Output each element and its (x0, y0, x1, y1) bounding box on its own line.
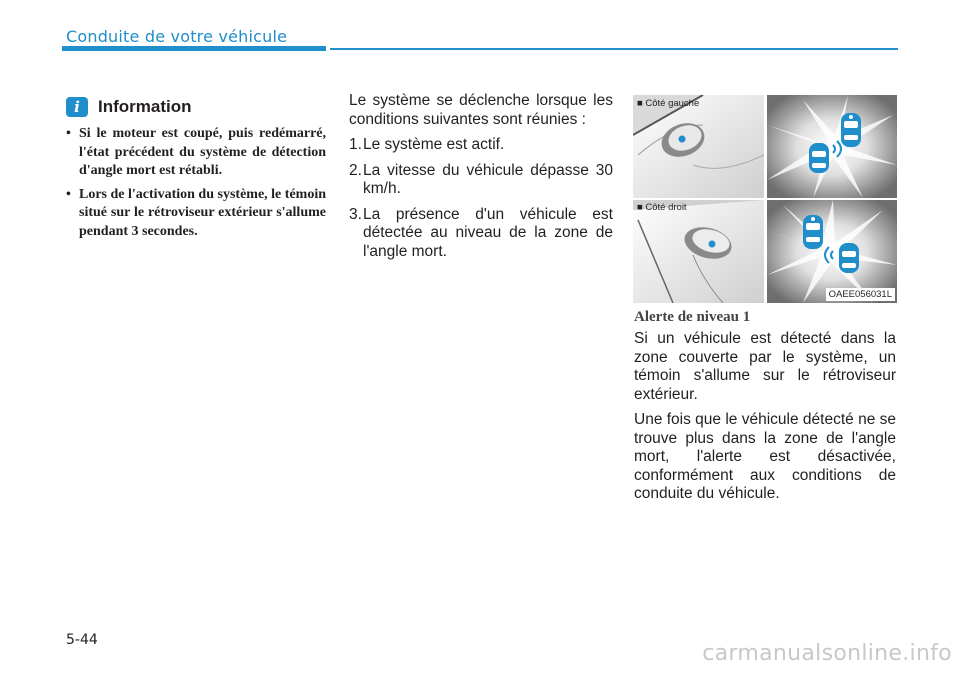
right-mirror-panel (633, 200, 764, 303)
conditions-list (349, 136, 613, 261)
condition-text: La vitesse du véhicule dépasse 30 km/h. (363, 161, 613, 197)
condition-number: 1. (349, 136, 362, 153)
alert-level-text (634, 330, 896, 511)
alert-paragraph: Une fois que le véhicule détecté ne se trouve plus dans la zone de l'angle mort, l'alerte est désactivée, conformément aux conditions de conduite du véhicule. (634, 411, 896, 502)
header-rule-thick (62, 46, 326, 51)
blind-spot-figure (633, 95, 897, 303)
info-bullet: • Si le moteur est coupé, puis redémarré, l'état précédent du système de détection d'angle mort est rétabli. (66, 125, 326, 181)
condition-item (349, 136, 613, 155)
condition-text: La présence d'un véhicule est détectée au niveau de la zone de l'angle mort. (363, 205, 613, 260)
header-rule-thin (330, 48, 898, 50)
alert-paragraph: Si un véhicule est détecté dans la zone couverte par le système, un témoin s'allume sur le rétroviseur extérieur. (634, 330, 896, 403)
left-mirror-panel (633, 95, 764, 198)
condition-number: 3. (349, 205, 362, 223)
conditions-column (349, 92, 613, 268)
watermark: carmanualsonline.info (702, 641, 952, 666)
info-list (66, 125, 326, 246)
figure-label-right: ■ Côté droit (637, 202, 687, 213)
section-title: Conduite de votre véhicule (66, 27, 288, 46)
alert-level-heading: Alerte de niveau 1 (634, 309, 751, 325)
condition-item (349, 162, 613, 199)
info-icon: i (66, 97, 88, 117)
info-heading (66, 96, 192, 118)
conditions-intro: Le système se déclenche lorsque les conditions suivantes sont réunies : (349, 92, 613, 128)
info-bullet: • Lors de l'activation du système, le témoin situé sur le rétroviseur extérieur s'allume pendant 3 secondes. (66, 186, 326, 242)
condition-number: 2. (349, 161, 362, 179)
condition-text: Le système est actif. (363, 136, 505, 153)
condition-item (349, 206, 613, 262)
figure-illustration (633, 95, 897, 303)
page-number: 5-44 (66, 632, 98, 648)
info-title: Information (98, 97, 192, 116)
figure-code: OAEE056031L (826, 288, 895, 301)
left-side-topview-panel (767, 95, 897, 198)
figure-label-left: ■ Côté gauche (637, 98, 700, 109)
